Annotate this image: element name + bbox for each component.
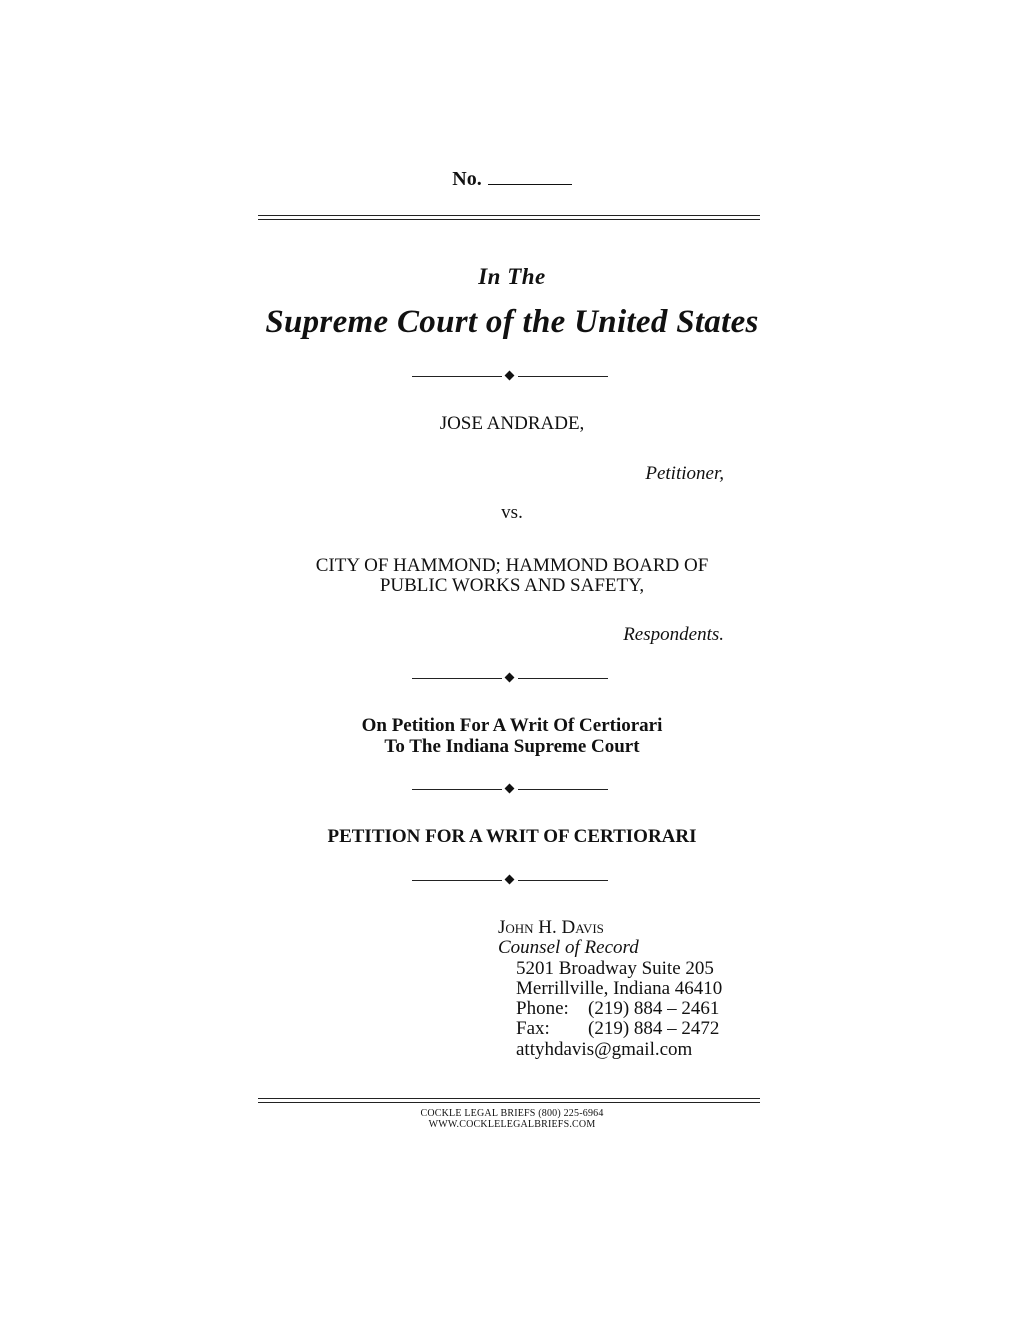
top-double-rule bbox=[258, 215, 760, 220]
docket-label: No. bbox=[452, 168, 482, 190]
phone-number: (219) 884 – 2461 bbox=[588, 998, 720, 1020]
respondent-line-1: CITY OF HAMMOND; HAMMOND BOARD OF bbox=[315, 555, 709, 576]
divider-line bbox=[518, 789, 608, 790]
section-divider-ornament bbox=[412, 783, 608, 797]
divider-line bbox=[412, 376, 502, 377]
respondent-line-2: PUBLIC WORKS AND SAFETY, bbox=[379, 575, 645, 596]
versus: vs. bbox=[501, 502, 523, 523]
fax-label: Fax: bbox=[516, 1018, 550, 1040]
counsel-address-1: 5201 Broadway Suite 205 bbox=[516, 957, 714, 979]
docket-number bbox=[0, 168, 1024, 191]
divider-line bbox=[412, 678, 502, 679]
printer-footer bbox=[0, 1108, 1024, 1130]
counsel-phone bbox=[498, 999, 722, 1019]
divider-line bbox=[518, 678, 608, 679]
respondent-role: Respondents. bbox=[623, 624, 724, 645]
section-divider-ornament bbox=[412, 370, 608, 384]
counsel-name: John H. Davis bbox=[498, 917, 604, 938]
court-name: Supreme Court of the United States bbox=[265, 304, 759, 340]
counsel-fax bbox=[498, 1019, 722, 1039]
footer-line-1: COCKLE LEGAL BRIEFS (800) 225-6964 bbox=[420, 1108, 604, 1119]
divider-line bbox=[412, 880, 502, 881]
divider-line bbox=[518, 880, 608, 881]
section-divider-ornament bbox=[412, 874, 608, 888]
petition-source-line-1: On Petition For A Writ Of Certiorari bbox=[361, 715, 663, 736]
petitioner-name: JOSE ANDRADE, bbox=[439, 413, 585, 434]
diamond-icon bbox=[505, 673, 515, 683]
counsel-address-2: Merrillville, Indiana 46410 bbox=[516, 977, 723, 999]
diamond-icon bbox=[505, 784, 515, 794]
phone-label: Phone: bbox=[516, 998, 569, 1020]
docket-blank-line bbox=[488, 168, 572, 185]
counsel-role: Counsel of Record bbox=[498, 937, 639, 959]
counsel-email: attyhdavis@gmail.com bbox=[516, 1038, 693, 1060]
footer-line-2: WWW.COCKLELEGALBRIEFS.COM bbox=[428, 1119, 596, 1130]
section-divider-ornament bbox=[412, 672, 608, 686]
court-preamble: In The bbox=[478, 264, 546, 289]
petition-title: PETITION FOR A WRIT OF CERTIORARI bbox=[327, 826, 697, 847]
divider-line bbox=[412, 789, 502, 790]
fax-number: (219) 884 – 2472 bbox=[588, 1018, 720, 1040]
bottom-double-rule bbox=[258, 1098, 760, 1103]
counsel-block bbox=[498, 918, 722, 1060]
petitioner-role: Petitioner, bbox=[645, 463, 724, 484]
divider-line bbox=[518, 376, 608, 377]
diamond-icon bbox=[505, 875, 515, 885]
petition-source-line-2: To The Indiana Supreme Court bbox=[384, 736, 640, 757]
diamond-icon bbox=[505, 371, 515, 381]
